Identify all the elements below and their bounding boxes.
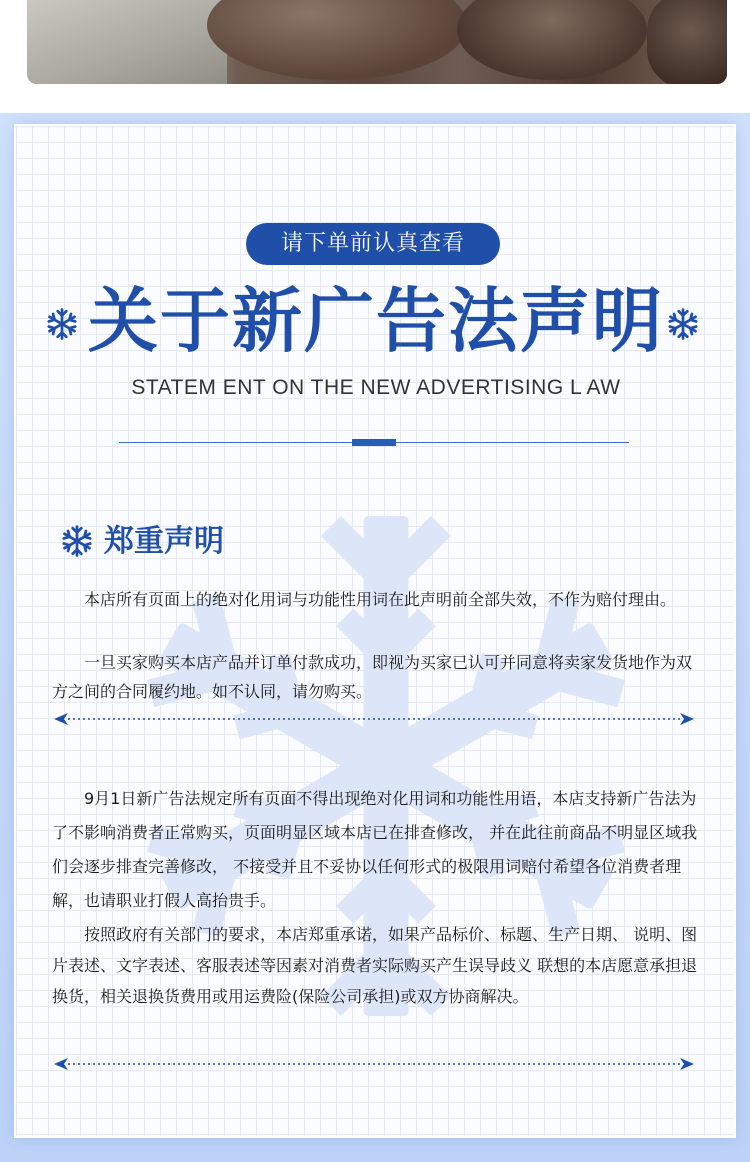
page-title: 关于新广告法声明 [88, 280, 664, 362]
paragraph-commitment: 按照政府有关部门的要求，本店郑重承诺，如果产品标价、标题、生产日期、 说明、图片表述、文字表述、客服表述等因素对消费者实际购买产生误导歧义 联想的本店愿意承担退换货，相关退换货费用或用运费险(保险公司承担)或双方协商解决。 [52, 925, 698, 1006]
notice-pill: 请下单前认真查看 [246, 223, 500, 265]
section-title: 郑重声明 [104, 524, 224, 559]
snowflake-icon [45, 307, 79, 341]
arrow-left-icon [54, 713, 68, 725]
dotted-divider [54, 712, 694, 726]
arrow-left-icon [54, 1058, 68, 1070]
arrow-right-icon [680, 1058, 694, 1070]
paragraph-disclaimer: 本店所有页面上的绝对化用词与功能性用词在此声明前全部失效，不作为赔付理由。 [84, 590, 677, 609]
product-photo [27, 0, 727, 84]
arrow-right-icon [680, 713, 694, 725]
dotted-divider [54, 1057, 694, 1071]
snowflake-icon [60, 524, 94, 558]
snowflake-icon [666, 307, 700, 341]
paragraph-new-law: 9月1日新广告法规定所有页面不得出现绝对化用词和功能性用语，本店支持新广告法为了不影响消费者正常购买，页面明显区域本店已在排查修改， 并在此往前商品不明显区域我们会逐步排查完善修改， 不接受并且不妥协以任何形式的极限用词赔付希望各位消费者理解，也请职业打假人高抬贵手。 [52, 789, 698, 910]
statement-panel [0, 113, 750, 1162]
statement-card [16, 126, 734, 1136]
paragraph-contract: 一旦买家购买本店产品并订单付款成功，即视为买家已认可并同意将卖家发货地作为双方之间的合同履约地。如不认同，请勿购买。 [52, 653, 693, 701]
page-subtitle: STATEM ENT ON THE NEW ADVERTISING L AW [131, 376, 621, 399]
divider-mark [352, 439, 396, 446]
